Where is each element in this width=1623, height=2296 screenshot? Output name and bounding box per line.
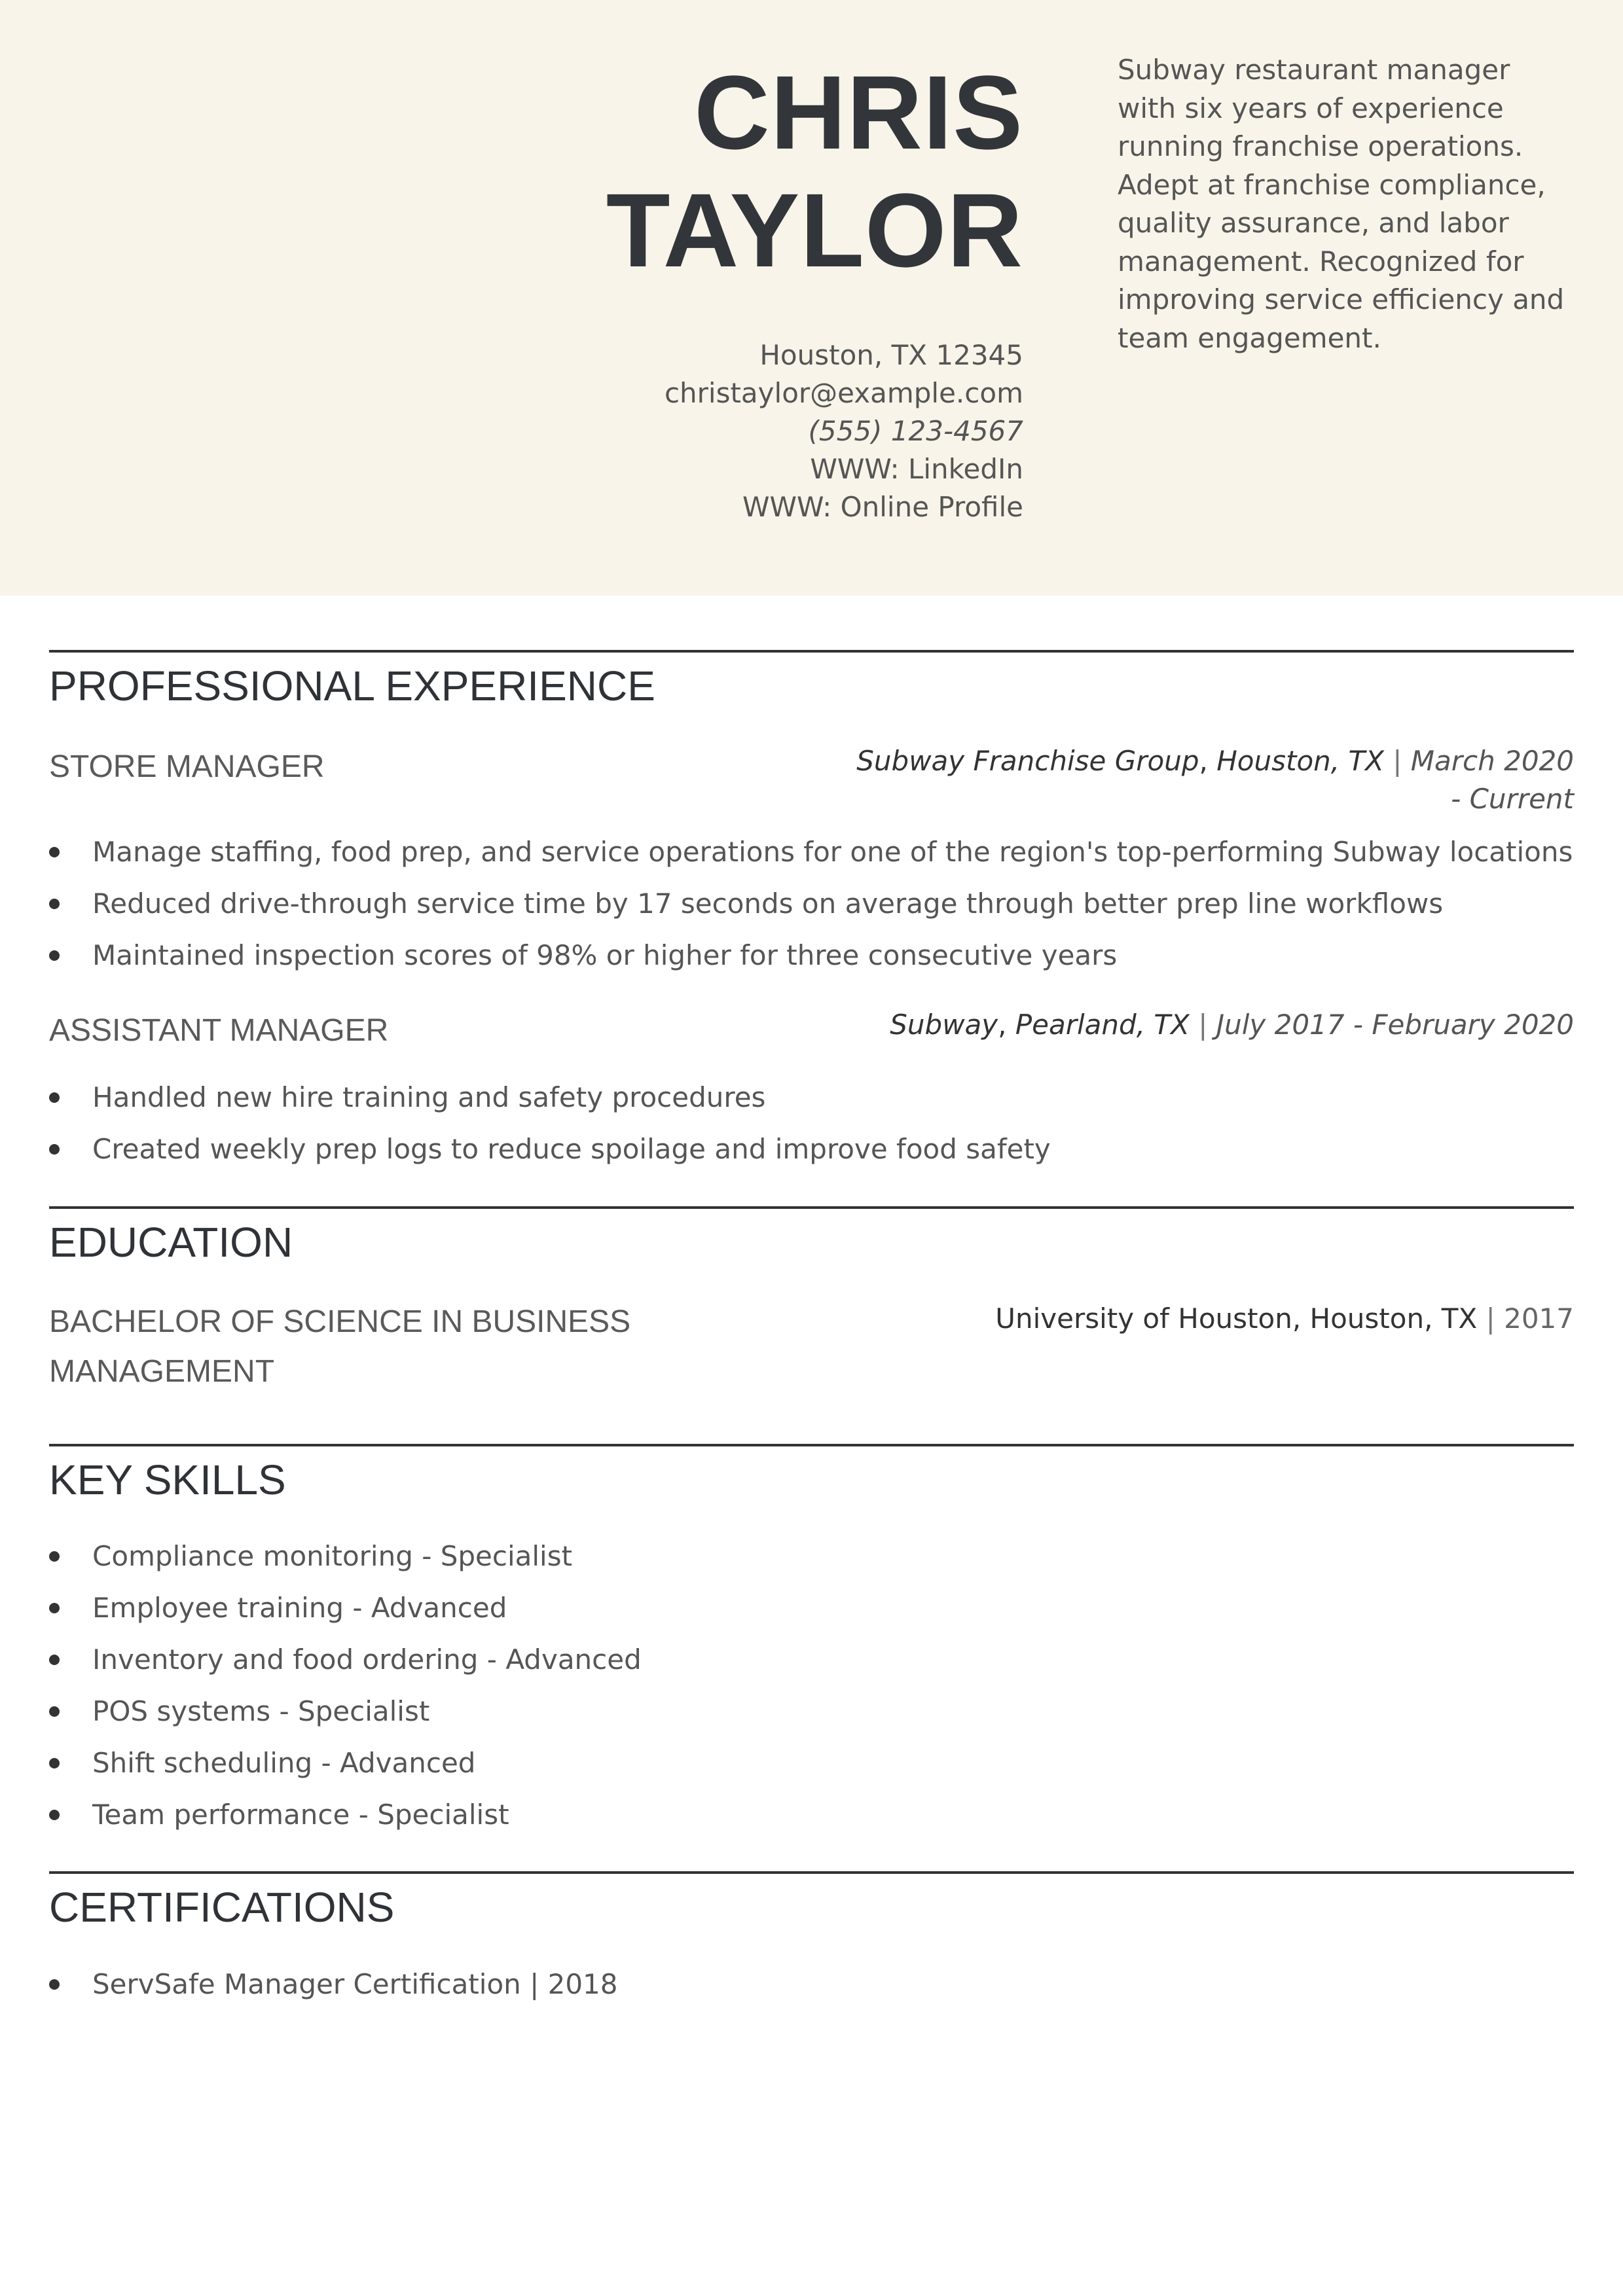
list-item: Created weekly prep logs to reduce spoilage and improve food safety xyxy=(49,1123,1574,1175)
employer: Subway Franchise Group xyxy=(856,745,1199,777)
job-meta: Subway Franchise Group, Houston, TX | March 2020 - Current xyxy=(856,742,1574,818)
location: Houston, TX 12345 xyxy=(759,339,1023,371)
job-location: Houston, TX xyxy=(1216,745,1384,777)
resume-header xyxy=(0,0,1623,596)
list-item: Shift scheduling - Advanced xyxy=(49,1737,1574,1789)
list-item: Manage staffing, food prep, and service operations for one of the region's top-performing Subway locations xyxy=(49,826,1574,878)
graduation-year: 2017 xyxy=(1504,1302,1574,1335)
last-name: TAYLOR xyxy=(606,171,1023,289)
list-item: ServSafe Manager Certification | 2018 xyxy=(49,1958,1574,2010)
section-divider xyxy=(49,1444,1574,1446)
job-title: STORE MANAGER xyxy=(49,749,325,784)
list-item: Team performance - Specialist xyxy=(49,1789,1574,1840)
section-divider xyxy=(49,1871,1574,1874)
list-item: Reduced drive-through service time by 17 seconds on average through better prep line workflows xyxy=(49,878,1574,929)
job-meta: Subway, Pearland, TX | July 2017 - February 2020 xyxy=(890,1009,1574,1041)
job-title: ASSISTANT MANAGER xyxy=(49,1013,389,1048)
school: University of Houston, Houston, TX xyxy=(995,1302,1478,1335)
skills-list xyxy=(49,1530,1574,1840)
list-item: Maintained inspection scores of 98% or higher for three consecutive years xyxy=(49,929,1574,981)
job-bullets xyxy=(49,826,1574,981)
list-item: POS systems - Specialist xyxy=(49,1685,1574,1737)
section-divider xyxy=(49,1206,1574,1209)
first-name: CHRIS xyxy=(694,54,1023,171)
degree xyxy=(49,1297,630,1397)
employer: Subway xyxy=(890,1009,998,1041)
section-title-experience: PROFESSIONAL EXPERIENCE xyxy=(49,662,655,709)
list-item: Compliance monitoring - Specialist xyxy=(49,1530,1574,1582)
job-dates-end: - Current xyxy=(1451,783,1574,815)
education-meta: University of Houston, Houston, TX | 2017 xyxy=(995,1302,1574,1335)
phone: (555) 123-4567 xyxy=(808,415,1023,447)
section-title-skills: KEY SKILLS xyxy=(49,1456,286,1503)
list-item: Inventory and food ordering - Advanced xyxy=(49,1634,1574,1685)
section-divider xyxy=(49,650,1574,653)
job-location: Pearland, TX xyxy=(1015,1009,1190,1041)
linkedin-link[interactable]: WWW: LinkedIn xyxy=(810,453,1023,485)
certifications-list xyxy=(49,1958,1574,2010)
degree-line: MANAGEMENT xyxy=(49,1354,275,1389)
online-profile-link[interactable]: WWW: Online Profile xyxy=(742,491,1023,523)
job-dates: July 2017 - February 2020 xyxy=(1216,1009,1574,1041)
email[interactable]: christaylor@example.com xyxy=(664,377,1023,409)
candidate-name xyxy=(434,54,1023,289)
contact-info xyxy=(434,336,1023,526)
list-item: Handled new hire training and safety procedures xyxy=(49,1071,1574,1123)
section-title-certifications: CERTIFICATIONS xyxy=(49,1884,395,1931)
list-item: Employee training - Advanced xyxy=(49,1582,1574,1634)
degree-line: BACHELOR OF SCIENCE IN BUSINESS xyxy=(49,1304,631,1339)
job-bullets xyxy=(49,1071,1574,1175)
job-dates: March 2020 xyxy=(1410,745,1574,777)
professional-summary: Subway restaurant manager with six years of experience running franchise operations. Adept at franchise compliance, quality assurance, and labor management. Recognized for improving service efficiency and team engagement. xyxy=(1118,54,1565,354)
section-title-education: EDUCATION xyxy=(49,1219,293,1266)
